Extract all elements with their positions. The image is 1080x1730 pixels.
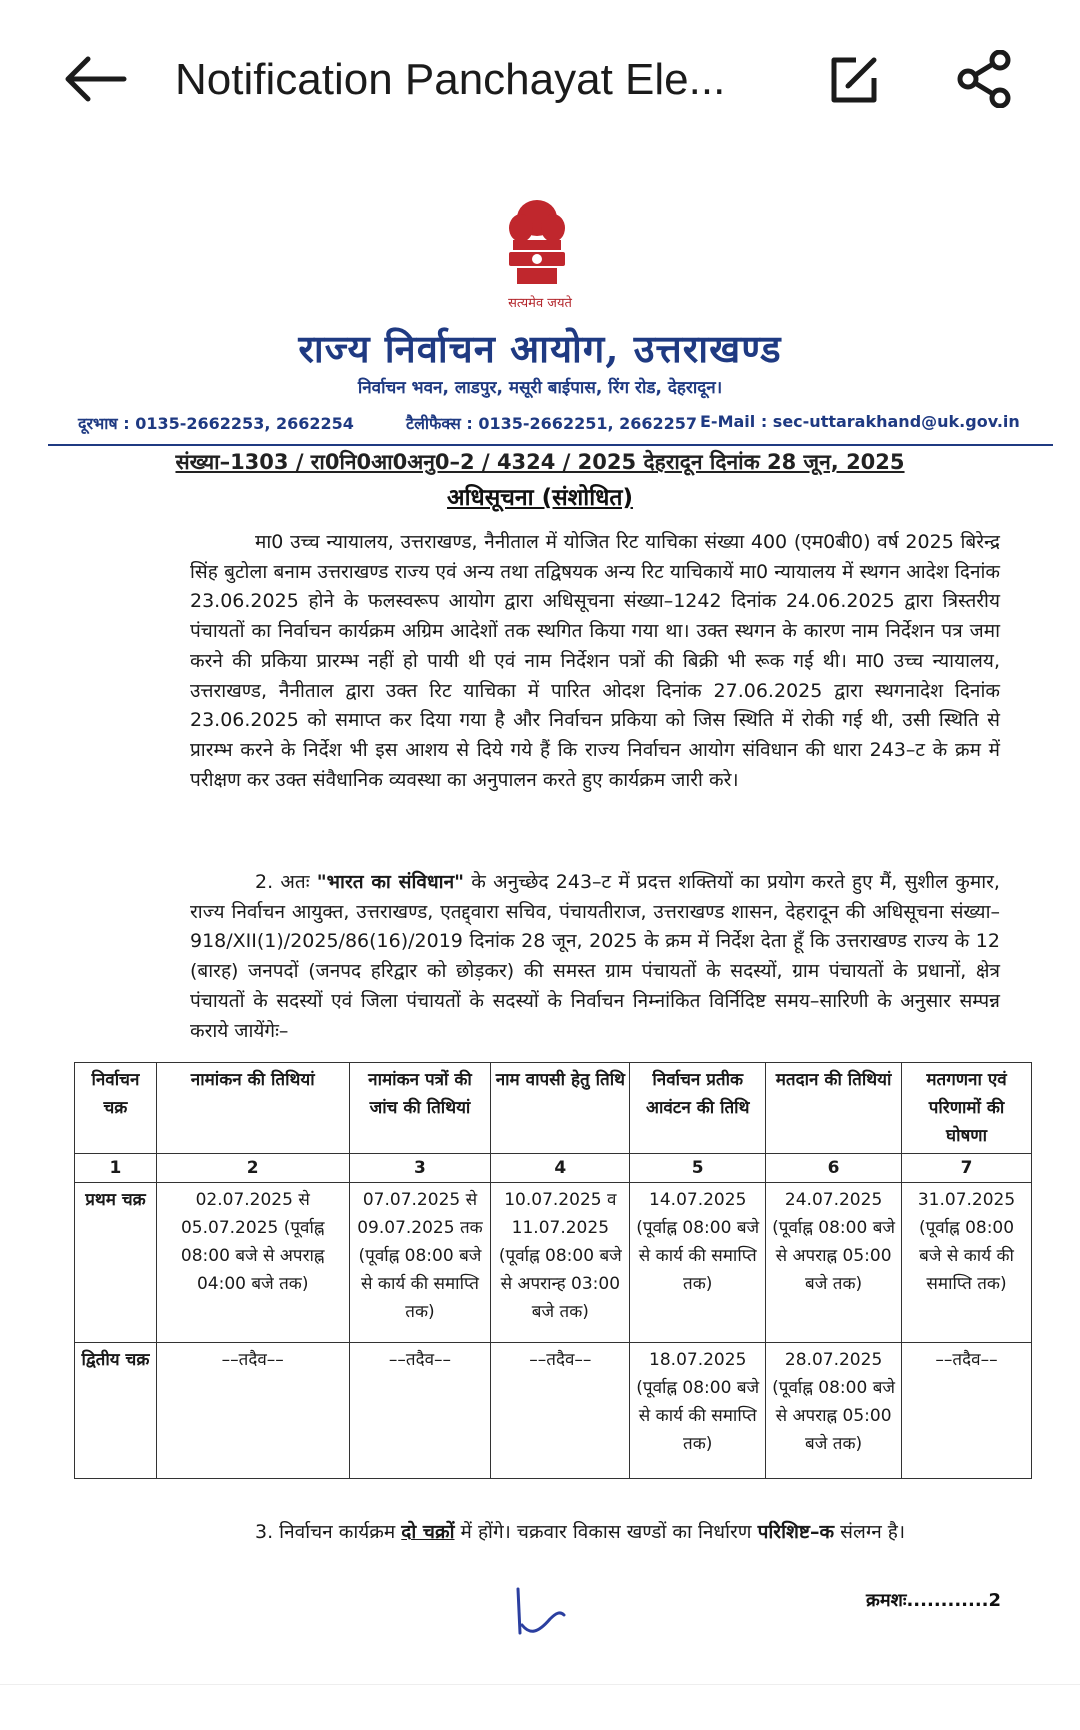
- organization-name: राज्य निर्वाचन आयोग, उत्तराखण्ड: [298, 326, 782, 371]
- reference-line: संख्या–1303 / रा0नि0आ0अनु0–2 / 4324 / 2025 देहरादून दिनांक 28 जून, 2025: [175, 450, 905, 474]
- document-title: Notification Panchayat Ele...: [175, 55, 726, 104]
- table-cell: 24.07.2025 (पूर्वाह्न 08:00 बजे से अपराह्न 05:00 बजे तक): [766, 1183, 902, 1343]
- bottom-divider: [0, 1684, 1080, 1685]
- table-cell: 1: [75, 1154, 157, 1183]
- signature-mark: [510, 1585, 570, 1645]
- table-header: मतगणना एवं परिणामों की घोषणा: [902, 1063, 1032, 1154]
- continued-marker: क्रमशः............2: [866, 1590, 1002, 1611]
- notification-document: [0, 150, 1080, 1680]
- table-cell: ––तदैव––: [156, 1343, 349, 1479]
- phone-numbers: दूरभाष : 0135-2662253, 2662254: [78, 414, 354, 433]
- table-cell: 2: [156, 1154, 349, 1183]
- table-row: [75, 1343, 1032, 1479]
- paragraph-3: 3. निर्वाचन कार्यक्रम दो चक्रों में होंगे। चक्रवार विकास खण्डों का निर्धारण परिशिष्ट–क संलग्न है।: [255, 1521, 906, 1543]
- organization-address: निर्वाचन भवन, लाडपुर, मसूरी बाईपास, रिंग रोड, देहरादून।: [357, 378, 723, 398]
- table-cell: 6: [766, 1154, 902, 1183]
- table-cell: द्वितीय चक्र: [75, 1343, 157, 1479]
- arrow-left-icon[interactable]: [62, 54, 128, 104]
- table-header: नामांकन पत्रों की जांच की तिथियां: [349, 1063, 491, 1154]
- table-cell: 4: [491, 1154, 630, 1183]
- table-number-row: [75, 1154, 1032, 1183]
- header-divider: [48, 444, 1053, 446]
- election-schedule-table: [74, 1062, 1032, 1479]
- notification-heading: अधिसूचना (संशोधित): [447, 485, 633, 511]
- paragraph-1: मा0 उच्च न्यायालय, उत्तराखण्ड, नैनीताल में योजित रिट याचिका संख्या 400 (एम0बी0) वर्ष 2025 बिरेन्द्र सिंह बुटोला बनाम उत्तराखण्ड राज्य एवं अन्य तथा तद्विषयक अन्य रिट याचिकायें मा0 न्यायालय में स्थगन आदेश दिनांक 23.06.2025 होने के फलस्वरूप आयोग द्वारा अधिसूचना संख्या–1242 दिनांक 24.06.2025 द्वारा त्रिस्तरीय पंचायतों का निर्वाचन कार्यक्रम अग्रिम आदेशों तक स्थगित किया गया था। उक्त स्थगन के कारण नाम निर्देशन पत्र जमा करने की प्रकिया प्रारम्भ नहीं हो पायी थी एवं नाम निर्देशन पत्रों की बिक्री भी रूक गई थी। मा0 उच्च न्यायालय, उत्तराखण्ड, नैनीताल द्वारा उक्त रिट याचिका में पारित ओदश दिनांक 27.06.2025 द्वारा स्थगनादेश दिनांक 23.06.2025 को समाप्त कर दिया गया है और निर्वाचन प्रकिया को जिस स्थिति में रोकी गई थी, उसी स्थिति से प्रारम्भ करने के निर्देश भी इस आशय से दिये गये हैं कि राज्य निर्वाचन आयोग संविधान की धारा 243–ट के क्रम में परीक्षण कर उक्त संवैधानिक व्यवस्था का अनुपालन करते हुए कार्यक्रम जारी करे।: [190, 531, 1000, 791]
- table-cell: 7: [902, 1154, 1032, 1183]
- table-header: नामांकन की तिथियां: [156, 1063, 349, 1154]
- table-cell: प्रथम चक्र: [75, 1183, 157, 1343]
- table-cell: 31.07.2025 (पूर्वाह्न 08:00 बजे से कार्य की समाप्ति तक): [902, 1183, 1032, 1343]
- emblem-motto: सत्यमेव जयते: [508, 296, 572, 311]
- table-cell: 02.07.2025 से 05.07.2025 (पूर्वाह्न 08:00 बजे से अपराह्न 04:00 बजे तक): [156, 1183, 349, 1343]
- table-cell: ––तदैव––: [349, 1343, 491, 1479]
- contact-line: [78, 412, 1038, 436]
- app-bar: [0, 0, 1080, 150]
- table-cell: 14.07.2025 (पूर्वाह्न 08:00 बजे से कार्य की समाप्ति तक): [630, 1183, 766, 1343]
- table-header-row: [75, 1063, 1032, 1154]
- email-address: E-Mail : sec-uttarakhand@uk.gov.in: [700, 412, 1020, 431]
- table-cell: 07.07.2025 से 09.07.2025 तक (पूर्वाह्न 08:00 बजे से कार्य की समाप्ति तक): [349, 1183, 491, 1343]
- paragraph-2: 2. अतः "भारत का संविधान" के अनुच्छेद 243–ट में प्रदत्त शक्तियों का प्रयोग करते हुए मैं, सुशील कुमार, राज्य निर्वाचन आयुक्त, उत्तराखण्ड, एतद्द्वारा सचिव, पंचायतीराज, उत्तराखण्ड शासन, देहरादून की अधिसूचना संख्या–918/XII(1)/2025/86(16)/2019 दिनांक 28 जून, 2025 के क्रम में निर्देश देता हूँ कि उत्तराखण्ड राज्य के 12 (बारह) जनपदों (जनपद हरिद्वार को छोड़कर) की समस्त ग्राम पंचायतों के सदस्यों, ग्राम पंचायतों के प्रधानों, क्षेत्र पंचायतों के सदस्यों एवं जिला पंचायतों के सदस्यों के निर्वाचन निम्नांकित विर्निदिष्ट समय–सारिणी के अनुसार सम्पन्न कराये जायेंगेः–: [190, 871, 1000, 1042]
- table-row: [75, 1183, 1032, 1343]
- fax-numbers: टैलीफैक्स : 0135-2662251, 2662257: [406, 414, 698, 433]
- table-cell: 28.07.2025 (पूर्वाह्न 08:00 बजे से अपराह्न 05:00 बजे तक): [766, 1343, 902, 1479]
- table-header: निर्वाचन चक्र: [75, 1063, 157, 1154]
- share-icon[interactable]: [956, 50, 1012, 108]
- table-header: निर्वाचन प्रतीक आवंटन की तिथि: [630, 1063, 766, 1154]
- edit-icon[interactable]: [826, 52, 882, 108]
- table-cell: ––तदैव––: [491, 1343, 630, 1479]
- table-header: मतदान की तिथियां: [766, 1063, 902, 1154]
- document-page: [0, 150, 1080, 1680]
- table-header: नाम वापसी हेतु तिथि: [491, 1063, 630, 1154]
- table-cell: 18.07.2025 (पूर्वाह्न 08:00 बजे से कार्य की समाप्ति तक): [630, 1343, 766, 1479]
- table-cell: 10.07.2025 व 11.07.2025 (पूर्वाह्न 08:00 बजे से अपरान्ह 03:00 बजे तक): [491, 1183, 630, 1343]
- table-cell: 5: [630, 1154, 766, 1183]
- national-emblem-icon: [497, 196, 577, 288]
- table-cell: 3: [349, 1154, 491, 1183]
- table-cell: ––तदैव––: [902, 1343, 1032, 1479]
